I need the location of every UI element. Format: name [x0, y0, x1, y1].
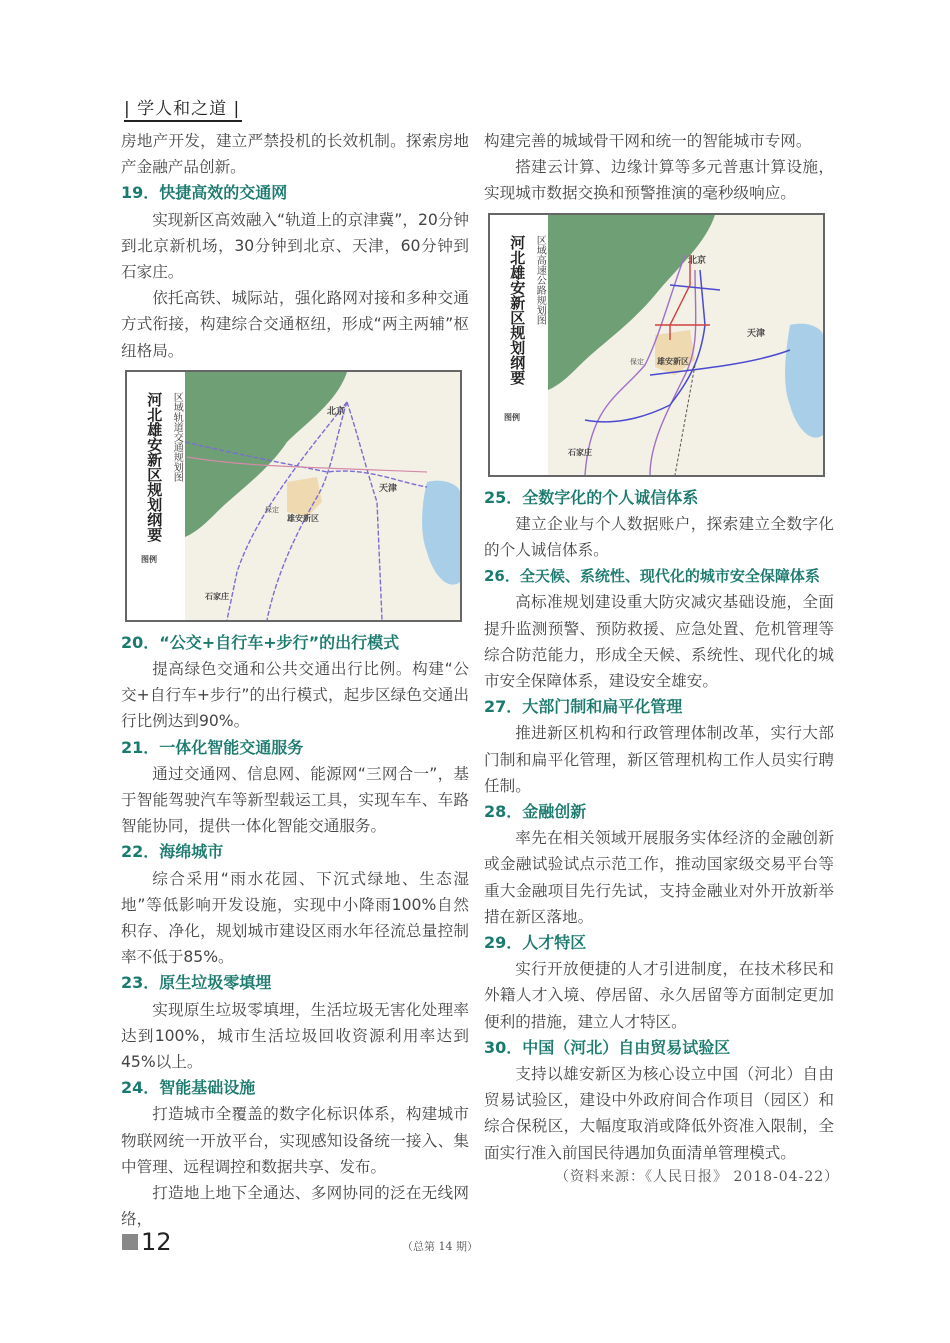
- map-label-baoding: 保定: [265, 505, 279, 514]
- page-number: [122, 1228, 172, 1256]
- map-label-tianjin: 天津: [747, 328, 766, 339]
- map-label-beijing: 北京: [688, 255, 707, 266]
- section-heading-28: 28．金融创新: [484, 802, 587, 822]
- section-heading-27: 27．大部门制和扁平化管理: [484, 697, 683, 717]
- rail-transit-map: [125, 370, 462, 622]
- paragraph: 率先在相关领域开展服务实体经济的金融创新或金融试验试点示范工作，推动国家级交易平台等重大金融项目先行先试，支持金融业对外开放新举措在新区落地。: [484, 829, 834, 926]
- section-heading-24: 24．智能基础设施: [121, 1078, 256, 1098]
- paragraph: 实行开放便捷的人才引进制度，在技术移民和外籍人才入境、停居留、永久居留等方面制定更加便利的措施，建立人才特区。: [484, 960, 834, 1031]
- section-heading-29: 29．人才特区: [484, 933, 587, 953]
- paragraph: 支持以雄安新区为核心设立中国（河北）自由贸易试验区，建设中外政府间合作项目（园区）和综合保税区，大幅度取消或降低外资准入限制，全面实行准入前国民待遇加负面清单管理模式。: [484, 1065, 834, 1162]
- left-column: [121, 128, 469, 1233]
- paragraph: 实现原生垃圾零填埋，生活垃圾无害化处理率达到100%，城市生活垃圾回收资源利用率达到45%以上。: [121, 1000, 469, 1072]
- paragraph: 高标准规划建设重大防灾减灾基础设施，全面提升监测预警、预防救援、应急处置、危机管理等综合防范能力，形成全天候、系统性、现代化的城市安全保障体系，建设安全雄安。: [484, 593, 834, 691]
- section-header: | 学人和之道 |: [124, 94, 242, 122]
- map-label-xiongan: 雄安新区: [287, 513, 319, 523]
- paragraph: 提高绿色交通和公共交通出行比例。构建“公交+自行车+步行”的出行模式，起步区绿色交通出行比例达到90%。: [121, 660, 469, 731]
- map-label-beijing: 北京: [327, 406, 346, 417]
- section-heading-19: 19．快捷高效的交通网: [121, 183, 288, 203]
- paragraph: 通过交通网、信息网、能源网“三网合一”，基于智能驾驶汽车等新型载运工具，实现车车、车路智能协同，提供一体化智能交通服务。: [121, 764, 469, 836]
- map-label-shijiazhuang: 石家庄: [205, 591, 229, 601]
- section-heading-20: 20．“公交+自行车+步行”的出行模式: [121, 632, 400, 652]
- section-heading-26: 26．全天候、系统性、现代化的城市安全保障体系: [484, 567, 820, 586]
- map-label-shijiazhuang: 石家庄: [568, 447, 592, 457]
- map-label-baoding: 保定: [630, 357, 644, 366]
- section-heading-30: 30．中国（河北）自由贸易试验区: [484, 1037, 731, 1057]
- paragraph: 推进新区机构和行政管理体制改革，实行大部门制和扁平化管理，新区管理机构工作人员实行聘任制。: [484, 724, 834, 795]
- paragraph: 依托高铁、城际站，强化路网对接和多种交通方式衔接，构建综合交通枢纽，形成“两主两辅”枢纽格局。: [121, 289, 469, 360]
- section-heading-23: 23．原生垃圾零填埋: [121, 973, 272, 993]
- map-label-xiongan: 雄安新区: [657, 356, 689, 366]
- map-label-tianjin: 天津: [379, 483, 398, 494]
- map-subtitle: 区域轨道交通规划图: [171, 391, 183, 482]
- map-title: 河北雄安新区规划纲要: [508, 234, 527, 385]
- map-legend: 图例: [141, 554, 157, 564]
- section-heading-25: 25．全数字化的个人诚信体系: [484, 487, 699, 507]
- page-number-text: 12: [141, 1228, 172, 1256]
- map-title: 河北雄安新区规划纲要: [145, 391, 164, 542]
- map-legend: 图例: [504, 412, 520, 422]
- issue-number: （总第 14 期）: [402, 1240, 478, 1253]
- expressway-map: [488, 213, 825, 477]
- map-subtitle: 区域高速公路规划图: [534, 234, 546, 325]
- source-citation: （资料来源：《人民日报》 2018-04-22）: [555, 1169, 840, 1185]
- right-column: [484, 128, 834, 1166]
- section-heading-22: 22．海绵城市: [121, 842, 224, 862]
- paragraph: 搭建云计算、边缘计算等多元普惠计算设施，实现城市数据交换和预警推演的毫秒级响应。: [484, 158, 834, 203]
- paragraph: 房地产开发，建立严禁投机的长效机制。探索房地产金融产品创新。: [121, 132, 469, 177]
- paragraph: 建立企业与个人数据账户，探索建立全数字化的个人诚信体系。: [484, 514, 834, 560]
- page-marker-square-icon: [122, 1234, 138, 1250]
- paragraph: 综合采用“雨水花园、下沉式绿地、生态湿地”等低影响开发设施，实现中小降雨100%自然积存、净化，规划城市建设区雨水年径流总量控制率不低于85%。: [121, 869, 469, 967]
- paragraph: 构建完善的城域骨干网和统一的智能城市专网。: [484, 132, 812, 150]
- paragraph: 打造地上地下全通达、多网协同的泛在无线网络，: [121, 1184, 469, 1229]
- paragraph: 打造城市全覆盖的数字化标识体系，构建城市物联网统一开放平台，实现感知设备统一接入、集中管理、远程调控和数据共享、发布。: [121, 1105, 469, 1176]
- paragraph: 实现新区高效融入“轨道上的京津冀”，20分钟到北京新机场，30分钟到北京、天津，60分钟到石家庄。: [121, 210, 469, 282]
- section-heading-21: 21．一体化智能交通服务: [121, 737, 304, 757]
